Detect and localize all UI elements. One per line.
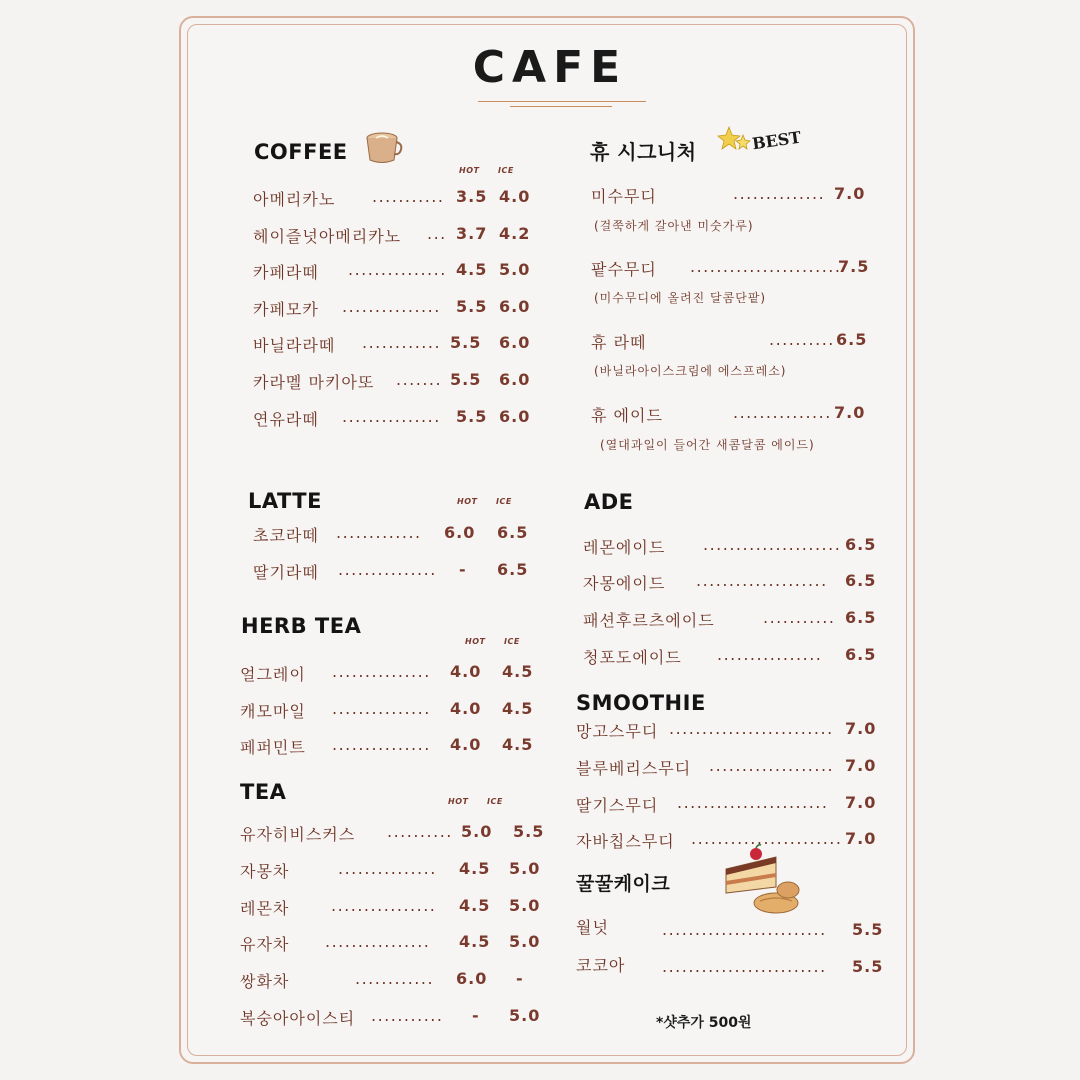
leader-dots: ............... bbox=[338, 560, 437, 579]
hot-price: 4.0 bbox=[450, 735, 482, 754]
menu-item-name: 헤이즐넛아메리카노 bbox=[253, 227, 402, 246]
cake-heading: 꿀꿀케이크 bbox=[576, 873, 671, 895]
item-description: (걸쭉하게 갈아낸 미숫가루) bbox=[594, 219, 754, 233]
hot-price: - bbox=[472, 1006, 480, 1025]
leader-dots: ............... bbox=[332, 699, 431, 718]
hot-label: HOT bbox=[448, 797, 469, 806]
leader-dots: ................ bbox=[717, 645, 823, 664]
hot-price: 4.5 bbox=[459, 932, 491, 951]
item-description: (열대과일이 들어간 새콤달콤 에이드) bbox=[600, 438, 815, 452]
leader-dots: ............... bbox=[733, 403, 832, 422]
ice-price: 6.0 bbox=[499, 333, 531, 352]
menu-item-name: 패션후르츠에이드 bbox=[583, 611, 715, 630]
ice-price: 4.5 bbox=[502, 699, 534, 718]
leader-dots: .................... bbox=[696, 571, 828, 590]
menu-item-name: 바닐라라떼 bbox=[253, 336, 336, 355]
hot-price: 5.5 bbox=[456, 297, 488, 316]
leader-dots: ....................... bbox=[677, 793, 829, 812]
hot-price: 4.5 bbox=[459, 896, 491, 915]
leader-dots: ............... bbox=[348, 260, 447, 279]
price: 7.0 bbox=[845, 793, 877, 812]
menu-item-name: 유자차 bbox=[240, 935, 290, 954]
menu-item-name: 캐모마일 bbox=[240, 702, 306, 721]
herb-tea-heading: HERB TEA bbox=[241, 614, 362, 638]
ice-price: 5.0 bbox=[509, 896, 541, 915]
menu-item-name: 쌍화차 bbox=[240, 972, 290, 991]
hot-price: 6.0 bbox=[456, 969, 488, 988]
ice-label: ICE bbox=[496, 497, 512, 506]
latte-heading: LATTE bbox=[248, 489, 322, 513]
ice-label: ICE bbox=[487, 797, 503, 806]
smoothie-heading: SMOOTHIE bbox=[576, 691, 706, 715]
ice-price: - bbox=[516, 969, 524, 988]
leader-dots: ............... bbox=[342, 407, 441, 426]
menu-item-name: 얼그레이 bbox=[240, 665, 306, 684]
leader-dots: .............. bbox=[733, 184, 826, 203]
leader-dots: ....................... bbox=[690, 257, 842, 276]
leader-dots: ................... bbox=[709, 756, 835, 775]
ice-price: 6.0 bbox=[499, 370, 531, 389]
ice-price: 6.0 bbox=[499, 407, 531, 426]
page-title: CAFE bbox=[472, 42, 628, 93]
price: 5.5 bbox=[852, 920, 884, 939]
menu-item-name: 카페라떼 bbox=[253, 263, 319, 282]
menu-item-name: 망고스무디 bbox=[576, 722, 659, 741]
hot-label: HOT bbox=[465, 637, 486, 646]
ice-label: ICE bbox=[504, 637, 520, 646]
ice-price: 4.5 bbox=[502, 735, 534, 754]
leader-dots: ... bbox=[427, 224, 447, 243]
menu-item-name: 자몽차 bbox=[240, 862, 290, 881]
coffee-cup-icon bbox=[362, 130, 404, 166]
cake-slice-icon bbox=[722, 843, 804, 917]
price: 7.0 bbox=[834, 403, 866, 422]
hot-price: 5.0 bbox=[461, 822, 493, 841]
menu-item-name: 자몽에이드 bbox=[583, 574, 666, 593]
menu-item-name: 카페모카 bbox=[253, 300, 319, 319]
price: 7.5 bbox=[838, 257, 870, 276]
hot-price: 4.0 bbox=[450, 699, 482, 718]
menu-item-name: 블루베리스무디 bbox=[576, 759, 692, 778]
price: 6.5 bbox=[845, 535, 877, 554]
leader-dots: ............... bbox=[342, 297, 441, 316]
title-underline-short bbox=[510, 106, 612, 107]
item-description: (미수무디에 올려진 달콤단팥) bbox=[594, 291, 767, 305]
menu-item-name: 청포도에이드 bbox=[583, 648, 682, 667]
price: 7.0 bbox=[845, 756, 877, 775]
item-description: (바닐라아이스크림에 에스프레소) bbox=[594, 364, 787, 378]
leader-dots: ........... bbox=[372, 187, 445, 206]
price: 7.0 bbox=[845, 719, 877, 738]
price: 7.0 bbox=[845, 829, 877, 848]
leader-dots: ............... bbox=[332, 662, 431, 681]
leader-dots: ......................... bbox=[669, 719, 834, 738]
leader-dots: ......................... bbox=[662, 920, 827, 939]
price: 6.5 bbox=[845, 608, 877, 627]
hot-price: 6.0 bbox=[444, 523, 476, 542]
ice-price: 4.5 bbox=[502, 662, 534, 681]
menu-item-name: 자바칩스무디 bbox=[576, 832, 675, 851]
menu-item-name: 연유라떼 bbox=[253, 410, 319, 429]
price: 6.5 bbox=[845, 571, 877, 590]
leader-dots: ................ bbox=[325, 932, 431, 951]
ice-price: 6.5 bbox=[497, 560, 529, 579]
hot-price: 5.5 bbox=[456, 407, 488, 426]
title-underline bbox=[478, 101, 646, 102]
leader-dots: ....... bbox=[396, 370, 443, 389]
leader-dots: ................ bbox=[331, 896, 437, 915]
hot-price: - bbox=[459, 560, 467, 579]
hot-label: HOT bbox=[457, 497, 478, 506]
hot-price: 3.5 bbox=[456, 187, 488, 206]
menu-item-name: 미수무디 bbox=[591, 187, 657, 206]
hot-price: 5.5 bbox=[450, 370, 482, 389]
leader-dots: ....................... bbox=[691, 829, 843, 848]
menu-item-name: 코코아 bbox=[576, 956, 626, 975]
menu-item-name: 팥수무디 bbox=[591, 260, 657, 279]
leader-dots: ........... bbox=[763, 608, 836, 627]
menu-item-name: 유자히비스커스 bbox=[240, 825, 356, 844]
leader-dots: ............... bbox=[332, 735, 431, 754]
hot-label: HOT bbox=[459, 166, 480, 175]
signature-heading: 휴 시그니처 bbox=[590, 140, 697, 164]
menu-item-name: 휴 라떼 bbox=[591, 333, 647, 352]
menu-item-name: 휴 에이드 bbox=[591, 406, 663, 425]
menu-item-name: 딸기라떼 bbox=[253, 563, 319, 582]
best-badge: BEST bbox=[750, 127, 803, 154]
sparkle-stars-icon bbox=[717, 125, 753, 157]
price: 6.5 bbox=[836, 330, 868, 349]
menu-item-name: 월넛 bbox=[576, 918, 609, 937]
ice-price: 4.0 bbox=[499, 187, 531, 206]
menu-item-name: 아메리카노 bbox=[253, 190, 336, 209]
hot-price: 3.7 bbox=[456, 224, 488, 243]
price: 7.0 bbox=[834, 184, 866, 203]
price: 6.5 bbox=[845, 645, 877, 664]
ice-price: 6.5 bbox=[497, 523, 529, 542]
ice-price: 6.0 bbox=[499, 297, 531, 316]
leader-dots: ............. bbox=[336, 523, 422, 542]
leader-dots: ............ bbox=[362, 333, 442, 352]
leader-dots: ........... bbox=[371, 1006, 444, 1025]
coffee-heading: COFFEE bbox=[254, 140, 348, 164]
leader-dots: ............... bbox=[338, 859, 437, 878]
leader-dots: .......... bbox=[387, 822, 453, 841]
hot-price: 4.5 bbox=[456, 260, 488, 279]
hot-price: 4.5 bbox=[459, 859, 491, 878]
ice-price: 4.2 bbox=[499, 224, 531, 243]
menu-item-name: 딸기스무디 bbox=[576, 796, 659, 815]
tea-heading: TEA bbox=[240, 780, 287, 804]
leader-dots: .......... bbox=[769, 330, 835, 349]
ade-heading: ADE bbox=[584, 490, 634, 514]
ice-price: 5.0 bbox=[509, 859, 541, 878]
ice-price: 5.5 bbox=[513, 822, 545, 841]
hot-price: 5.5 bbox=[450, 333, 482, 352]
leader-dots: ......................... bbox=[662, 957, 827, 976]
price: 5.5 bbox=[852, 957, 884, 976]
menu-item-name: 복숭아아이스티 bbox=[240, 1009, 356, 1028]
menu-item-name: 레몬에이드 bbox=[583, 538, 666, 557]
ice-price: 5.0 bbox=[509, 932, 541, 951]
menu-item-name: 페퍼민트 bbox=[240, 738, 306, 757]
leader-dots: ............ bbox=[355, 969, 435, 988]
menu-item-name: 초코라떼 bbox=[253, 526, 319, 545]
ice-price: 5.0 bbox=[509, 1006, 541, 1025]
shot-addon-note: *샷추가 500원 bbox=[656, 1015, 752, 1031]
menu-item-name: 카라멜 마키아또 bbox=[253, 373, 375, 392]
menu-item-name: 레몬차 bbox=[240, 899, 290, 918]
leader-dots: ..................... bbox=[703, 535, 842, 554]
hot-price: 4.0 bbox=[450, 662, 482, 681]
ice-label: ICE bbox=[498, 166, 514, 175]
ice-price: 5.0 bbox=[499, 260, 531, 279]
